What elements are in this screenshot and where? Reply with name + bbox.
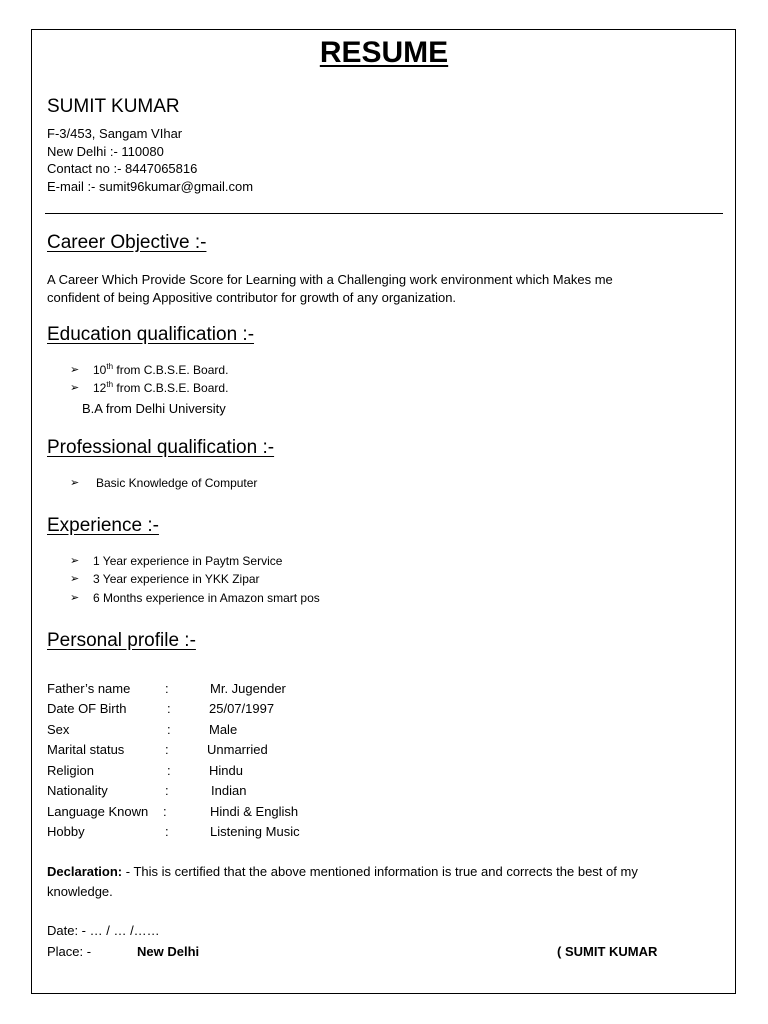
declaration-text: - This is certified that the above mentioned information is true and corrects the best of my [122,864,638,879]
profile-colon: : [167,701,171,716]
profile-label: Nationality [47,783,108,798]
experience-item: ➢ 1 Year experience in Paytm Service [70,554,283,568]
profile-value: 25/07/1997 [209,701,275,716]
profile-colon: : [165,824,169,839]
declaration-label: Declaration: [47,864,123,879]
header-divider [45,213,723,214]
profile-value: Hindi & English [210,804,299,819]
profile-value: Listening Music [210,824,300,839]
profile-label: Sex [47,722,70,737]
arrow-bullet-icon: ➢ [70,592,80,604]
arrow-bullet-icon: ➢ [70,573,80,585]
profile-label: Religion [47,763,94,778]
experience-item: ➢ 6 Months experience in Amazon smart pos [70,591,320,605]
address-line-2: New Delhi :- 110080 [47,144,164,159]
profile-label: Father’s name [47,681,131,696]
career-objective-heading: Career Objective :- [47,232,207,253]
contact-number: Contact no :- 8447065816 [47,161,198,176]
profile-value: Hindu [209,763,243,778]
education-item: ➢ 10th from C.B.S.E. Board. [70,362,229,377]
declaration-line-2: knowledge. [47,884,113,899]
arrow-bullet-icon: ➢ [70,382,80,394]
profile-value: Mr. Jugender [210,681,286,696]
signature-name: ( SUMIT KUMAR [557,944,658,959]
address-line-1: F-3/453, Sangam VIhar [47,126,183,141]
professional-item: ➢ Basic Knowledge of Computer [70,476,258,490]
candidate-name: SUMIT KUMAR [47,96,180,117]
profile-colon: : [167,722,171,737]
profile-label: Language Known [47,804,149,819]
profile-colon: : [167,763,171,778]
arrow-bullet-icon: ➢ [70,477,80,489]
profile-colon: : [165,783,169,798]
arrow-bullet-icon: ➢ [70,364,80,376]
place-label: Place: - [47,944,92,959]
profile-value: Unmarried [207,742,268,757]
profile-colon: : [165,742,169,757]
profile-colon: : [165,681,169,696]
place-value: New Delhi [137,944,200,959]
profile-label: Marital status [47,742,125,757]
date-field: Date: - … / … /…… [47,923,160,938]
declaration-line-1 [47,864,638,879]
profile-value: Indian [211,783,247,798]
career-objective-line-2: confident of being Appositive contributor for growth of any organization. [47,290,457,305]
education-extra: B.A from Delhi University [82,401,226,416]
experience-item: ➢ 3 Year experience in YKK Zipar [70,572,260,586]
profile-colon: : [163,804,167,819]
experience-heading: Experience :- [47,515,159,536]
profile-label: Date OF Birth [47,701,127,716]
document-title: RESUME [319,36,449,69]
arrow-bullet-icon: ➢ [70,555,80,567]
professional-heading: Professional qualification :- [47,437,275,458]
profile-label: Hobby [47,824,85,839]
personal-profile-heading: Personal profile :- [47,630,196,651]
email-address: E-mail :- sumit96kumar@gmail.com [47,179,254,194]
education-item: ➢ 12th from C.B.S.E. Board. [70,380,229,395]
profile-value: Male [209,722,238,737]
education-heading: Education qualification :- [47,324,255,345]
career-objective-line-1: A Career Which Provide Score for Learning with a Challenging work environment which Makes me [47,272,613,287]
